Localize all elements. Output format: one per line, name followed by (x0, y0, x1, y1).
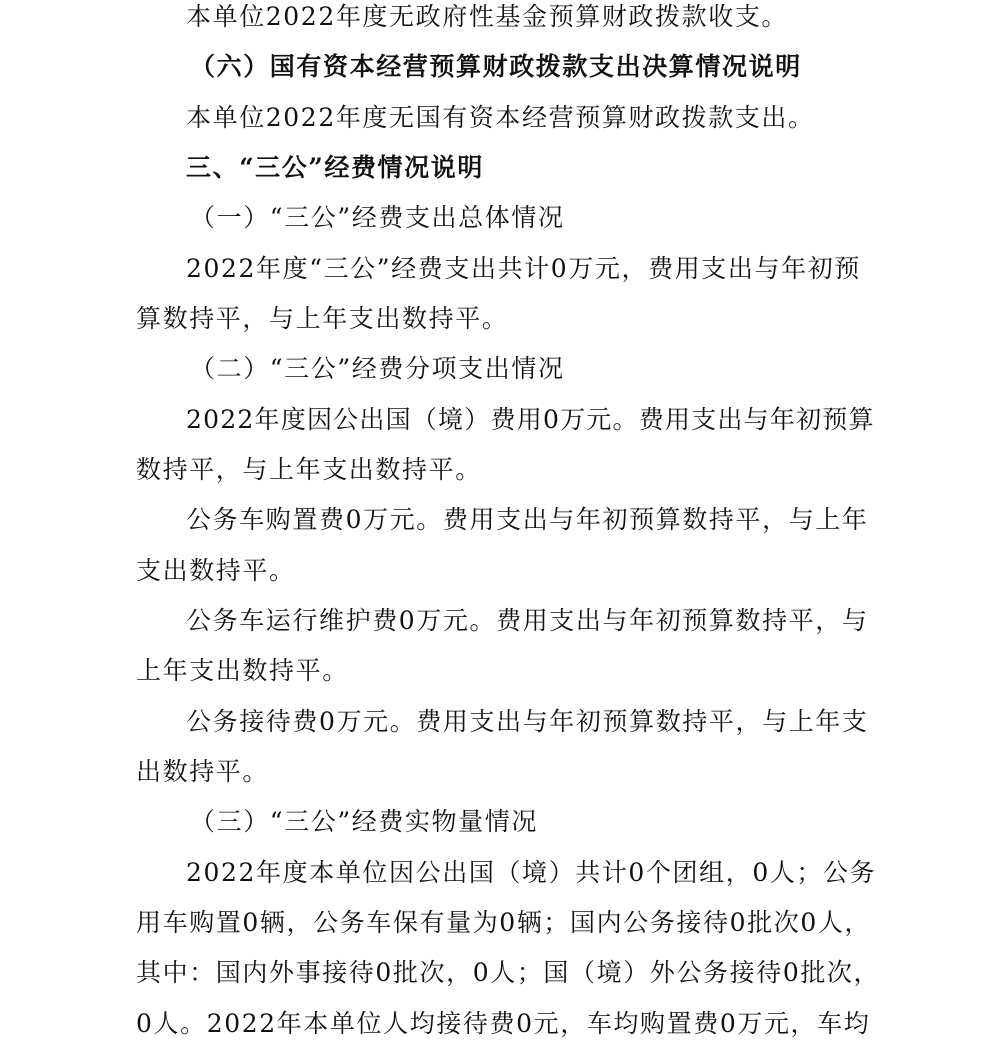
subsection-heading-6: （六）国有资本经营预算财政拨款支出决算情况说明 (190, 52, 802, 81)
paragraph-line: 其中：国内外事接待0批次，0人；国（境）外公务接待0批次， (136, 958, 881, 987)
paragraph-line: 算数持平，与上年支出数持平。 (136, 304, 509, 333)
paragraph-line: 数持平，与上年支出数持平。 (136, 455, 482, 484)
paragraph-line: 上年支出数持平。 (136, 656, 349, 685)
paragraph-line: 0人。2022年本单位人均接待费0元，车均购置费0万元，车均 (136, 1009, 871, 1038)
paragraph-line: 公务接待费0万元。费用支出与年初预算数持平，与上年支 (186, 707, 869, 736)
paragraph-line: 公务车运行维护费0万元。费用支出与年初预算数持平，与 (186, 606, 869, 635)
paragraph-line: 2022年度“三公”经费支出共计0万元，费用支出与年初预 (186, 254, 861, 283)
paragraph-line: 公务车购置费0万元。费用支出与年初预算数持平，与上年 (186, 505, 869, 534)
paragraph-line: 2022年度因公出国（境）费用0万元。费用支出与年初预算 (186, 405, 875, 434)
paragraph-line: 本单位2022年度无国有资本经营预算财政拨款支出。 (186, 103, 815, 132)
subsection-heading-3: （三）“三公”经费实物量情况 (190, 807, 538, 836)
subsection-heading-1: （一）“三公”经费支出总体情况 (190, 203, 565, 232)
paragraph-line: 用车购置0辆，公务车保有量为0辆；国内公务接待0批次0人， (136, 908, 872, 937)
paragraph-line: 本单位2022年度无政府性基金预算财政拨款收支。 (186, 2, 789, 31)
paragraph-line: 2022年度本单位因公出国（境）共计0个团组，0人；公务 (186, 858, 877, 887)
paragraph-line: 出数持平。 (136, 757, 270, 786)
paragraph-line: 支出数持平。 (136, 556, 296, 585)
section-heading-3: 三、“三公”经费情况说明 (186, 153, 484, 182)
subsection-heading-2: （二）“三公”经费分项支出情况 (190, 354, 565, 383)
